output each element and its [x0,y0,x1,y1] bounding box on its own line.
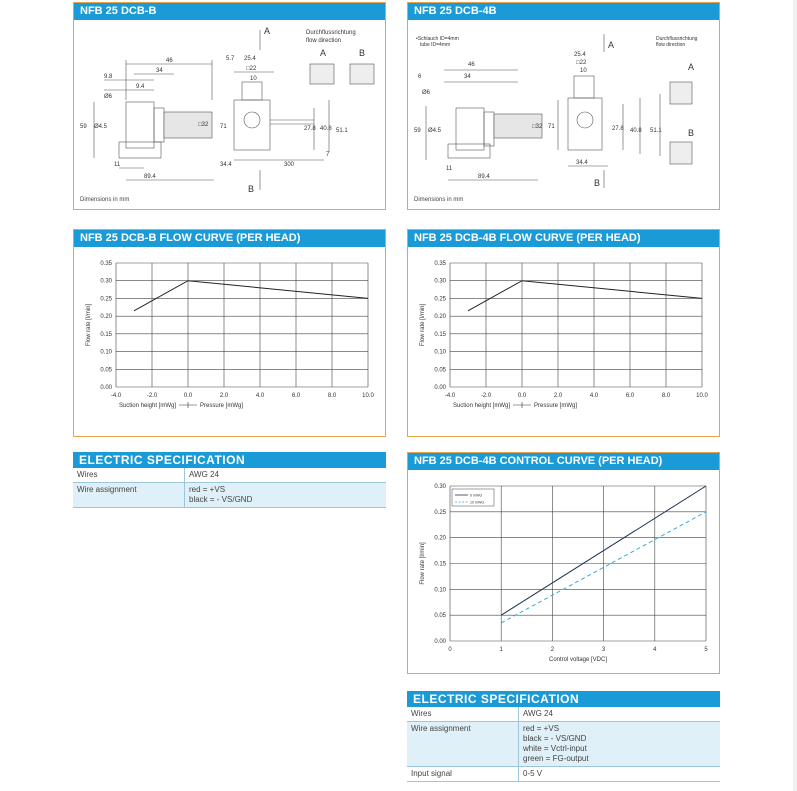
hose-note-2: tube ID=4mm [420,42,451,48]
spec-title: ELECTRIC SPECIFICATION [407,691,720,707]
dimensions-note: Dimensions in mm [80,197,130,203]
y-tick-label: 0.20 [100,314,112,321]
x-tick-label: 0.0 [183,393,193,399]
x-tick-label: -2.0 [146,393,158,399]
dim-sq32: □32 [198,122,209,128]
flow-curve-panel-dcb-b [73,229,386,437]
electric-spec-dcb-4b [407,691,720,782]
dim-9-8: 9.8 [104,74,113,80]
y-axis-label: Flow rate [l/min] [420,303,426,347]
panel-title: NFB 25 DCB-4B [408,3,719,20]
spec-value: 0-5 V [523,769,543,778]
y-axis-label: Flow rate [l/min] [420,542,426,585]
flow-curve-chart-dcb-b [74,247,385,435]
y-tick-label: 0.00 [100,385,112,391]
spec-value: AWG 24 [189,470,219,479]
y-tick-label: 0.30 [100,278,112,285]
dim-34: 34 [464,74,471,80]
dim-300: 300 [284,162,295,168]
x-tick-label: 8.0 [661,393,671,399]
dim-25-4: 25.4 [574,52,586,58]
y-tick-label: 0.15 [434,561,446,568]
y-tick-label: 0.25 [100,296,112,303]
flow-direction-label-en: flow direction [656,42,686,48]
port-label-a: A [320,48,327,58]
y-tick-label: 0.35 [100,261,112,267]
x-tick-label: -4.0 [110,393,122,399]
y-tick-label: 0.10 [434,587,446,594]
spec-value: AWG 24 [523,709,553,718]
dim-34: 34 [156,68,163,74]
y-tick-label: 0.10 [100,349,112,356]
dimension-drawing-dcb-4b [408,20,719,208]
dim-d6: Ø6 [422,90,431,96]
dimension-drawing-dcb-b [74,20,385,208]
dim-40-8: 40.8 [320,126,332,132]
dim-11: 11 [446,166,453,172]
dim-34-4: 34.4 [220,162,232,168]
x-axis-label-suction: Suction height [mWg] [118,403,176,409]
y-tick-label: 0.20 [434,314,446,321]
port-label-a: A [688,62,695,72]
x-tick-label: 2 [550,647,555,653]
port-label-b: B [359,48,366,58]
control-curve-panel-dcb-4b [407,452,720,674]
hose-note-1: •Schlauch ID=4mm [416,36,459,42]
section-label-b: B [248,184,255,194]
spec-label: Wires [407,707,519,721]
dim-89-4: 89.4 [144,174,156,180]
x-tick-label: 4.0 [255,393,265,399]
y-tick-label: 0.15 [100,331,112,338]
panel-title: NFB 25 DCB-B FLOW CURVE (PER HEAD) [74,230,385,247]
dim-59: 59 [414,128,421,134]
x-tick-label: 0 [448,647,452,653]
x-axis-label: Control voltage [VDC] [548,657,608,663]
dim-9-4: 9.4 [136,84,145,90]
spec-row-wire-assignment [73,483,386,508]
section-label-b: B [594,178,601,188]
y-tick-label: 0.30 [434,484,446,490]
dim-59: 59 [80,124,87,130]
panel-title: NFB 25 DCB-4B FLOW CURVE (PER HEAD) [408,230,719,247]
dim-89-4: 89.4 [478,174,490,180]
x-tick-label: 2.0 [553,393,563,399]
x-tick-label: 4.0 [589,393,599,399]
x-axis-label-suction: Suction height [mWg] [452,403,510,409]
scrollbar[interactable] [793,0,797,791]
spec-row-wires [407,707,720,722]
y-tick-label: 0.10 [434,349,446,356]
spec-value: red = +VS black = - VS/GND [189,485,253,504]
panel-title: NFB 25 DCB-B [74,3,385,20]
y-tick-label: 0.30 [434,278,446,285]
dim-71: 71 [548,124,555,130]
panel-title: NFB 25 DCB-4B CONTROL CURVE (PER HEAD) [408,453,719,470]
y-tick-label: 0.25 [434,296,446,303]
dim-7: 7 [326,152,330,158]
spec-label: Input signal [407,767,519,781]
x-tick-label: 10.0 [362,393,374,399]
electric-spec-dcb-b [73,452,386,508]
y-tick-label: 0.00 [434,385,446,391]
dim-11: 11 [114,162,121,168]
y-tick-label: 0.05 [434,613,446,620]
y-tick-label: 0.20 [434,535,446,542]
dim-6: 6 [418,74,422,80]
x-tick-label: 1 [499,647,503,653]
control-curve-chart-dcb-4b [408,470,719,672]
y-tick-label: 0.05 [100,367,112,374]
y-tick-label: 0.05 [434,367,446,374]
dim-51-1: 51.1 [650,128,662,134]
x-tick-label: 0.0 [517,393,527,399]
legend-label: 0 mWG [470,493,483,498]
x-tick-label: 6.0 [625,393,635,399]
spec-row-wires [73,468,386,483]
flow-curve-panel-dcb-4b [407,229,720,437]
dim-25-4: 25.4 [244,56,256,62]
dim-71: 71 [220,124,227,130]
spec-title: ELECTRIC SPECIFICATION [73,452,386,468]
x-tick-label: 3 [601,647,606,653]
spec-row-wire-assignment [407,722,720,767]
port-label-b: B [688,128,695,138]
series-line-1 [134,281,368,311]
dim-46: 46 [468,62,475,68]
x-axis-label-pressure: Pressure [mWg] [534,403,578,409]
spec-label: Wires [73,468,185,482]
x-tick-label: 4 [653,647,657,653]
y-tick-label: 0.35 [434,261,446,267]
dim-sq32: □32 [532,124,543,130]
dim-34-4: 34.4 [576,160,588,166]
x-axis-label-pressure: Pressure [mWg] [200,403,244,409]
dim-d6: Ø6 [104,94,113,100]
dim-40-8: 40.8 [630,128,642,134]
spec-row-input-signal [407,767,720,782]
x-tick-label: 8.0 [327,393,337,399]
spec-label: Wire assignment [73,483,185,507]
flow-direction-label-de: Durchflussrichtung [656,36,698,42]
series-line-1 [468,281,702,311]
dim-27-8: 27.8 [304,126,316,132]
drawing-panel-dcb-b [73,2,386,210]
y-tick-label: 0.25 [434,509,446,516]
y-tick-label: 0.00 [434,639,446,645]
dim-10: 10 [250,76,257,82]
dim-sq22: □22 [576,60,587,66]
drawing-panel-dcb-4b [407,2,720,210]
dim-46: 46 [166,58,173,64]
flow-curve-chart-dcb-4b [408,247,719,435]
x-tick-label: 10.0 [696,393,708,399]
x-tick-label: 6.0 [291,393,301,399]
x-tick-label: 2.0 [219,393,229,399]
dim-27-8: 27.8 [612,126,624,132]
dim-d4-5: Ø4.5 [428,128,442,134]
dim-5-7: 5.7 [226,56,235,62]
dimensions-note: Dimensions in mm [414,197,464,203]
x-tick-label: -4.0 [444,393,456,399]
legend-label: 10 mWG [470,500,485,505]
spec-value: red = +VS black = - VS/GND white = Vctrl-input green = FG-output [523,724,589,763]
dim-sq22: □22 [246,66,257,72]
x-tick-label: -2.0 [480,393,492,399]
spec-label: Wire assignment [407,722,519,766]
section-label-a: A [264,26,271,36]
y-axis-label: Flow rate [l/min] [86,303,92,347]
flow-direction-label-de: Durchflussrichtung [306,30,356,36]
x-tick-label: 5 [704,647,708,653]
y-tick-label: 0.15 [434,331,446,338]
dim-d4-5: Ø4.5 [94,124,108,130]
section-label-a: A [608,40,615,50]
dim-51-1: 51.1 [336,128,348,134]
flow-direction-label-en: flow direction [306,38,342,44]
dim-10: 10 [580,68,587,74]
